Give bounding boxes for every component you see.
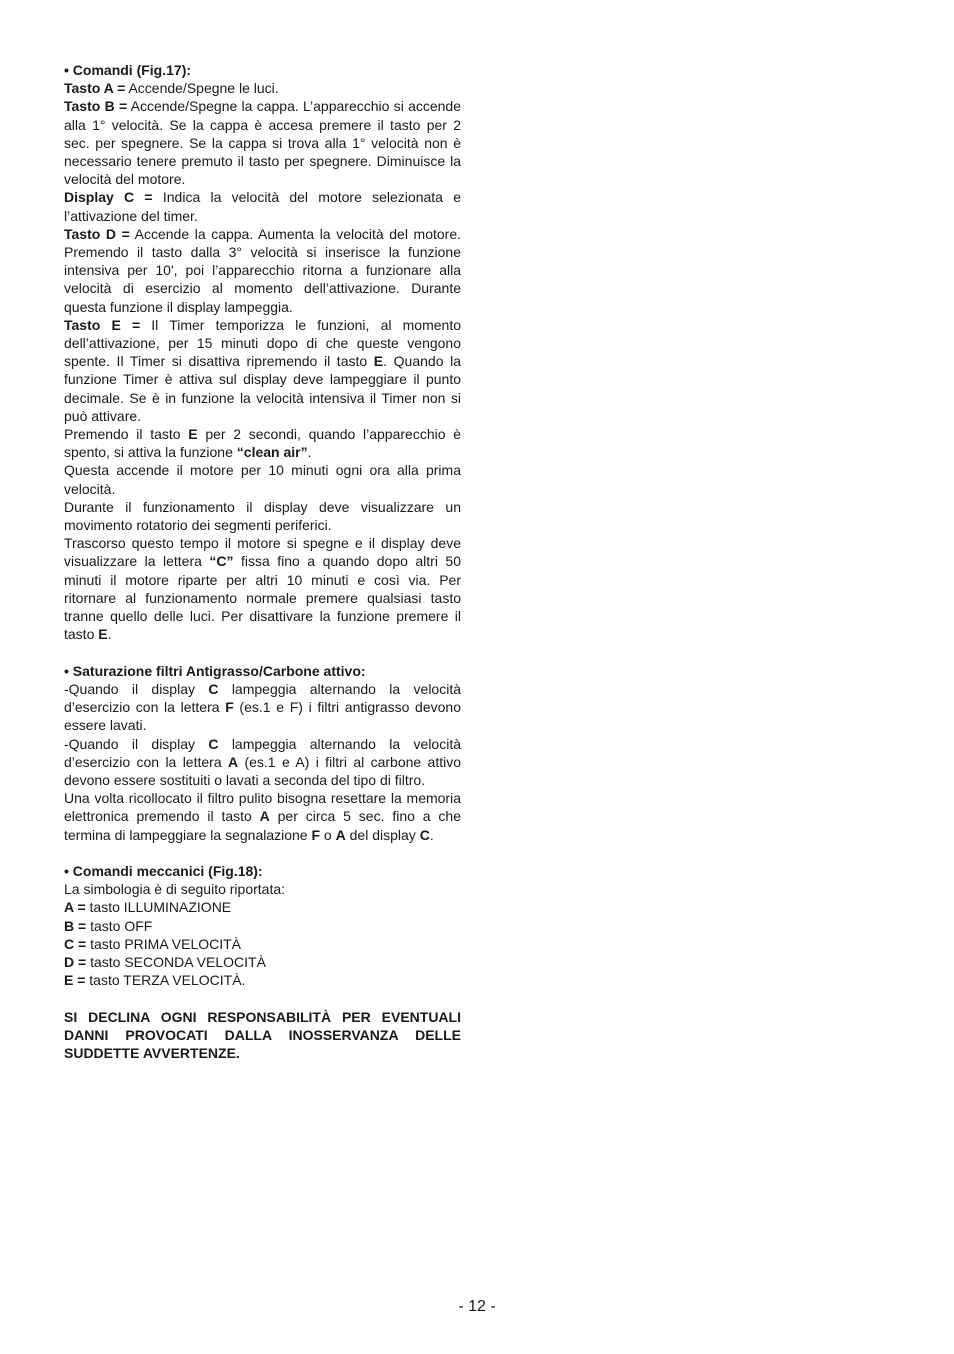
display-letter: C — [208, 735, 219, 752]
letter-f: F — [311, 826, 321, 843]
text-run: del display — [345, 826, 420, 843]
text-run: Una volta ricollocato il filtro pulito bisogna resettare la memoria elettronica premendo il tasto — [64, 790, 461, 825]
text-run: . — [429, 826, 434, 843]
spacer — [64, 989, 461, 1007]
key-e: E — [188, 426, 198, 443]
clean-air-motor-paragraph: Questa accende il motore per 10 minuti ogni ora alla prima velocità. — [64, 462, 461, 497]
display-letter: C — [419, 826, 430, 843]
text-run: o — [320, 826, 336, 843]
list-item — [64, 935, 461, 953]
text-run: fissa fino a quando dopo altri 50 minuti il motore riparte per altri 10 minuti e così via. Per ritornare al funzionamento normale premere qualsiasi tasto tranne quello delle luci. Per disattivare la funzione premere il tasto — [64, 553, 461, 643]
tasto-e-text-2: . Quando la funzione Timer è attiva sul display deve lampeggiare il punto decimale. Se è in funzione la velocità intensiva il Timer non si può attivare. — [64, 353, 461, 424]
text-run: . — [307, 444, 312, 461]
section-heading-meccanici: • Comandi meccanici (Fig.18): — [64, 862, 263, 879]
text-run: (es.1 e F) i filtri antigrasso devono essere lavati. — [64, 699, 461, 734]
tasto-d-text: Accende la cappa. Aumenta la velocità del motore. Premendo il tasto dalla 3° velocità si inserisce la funzione intensiva per 10', poi l’apparecchio ritorna a funzionare alla velocità di esercizio al momento dell’attivazione. Durante questa funzione il display lampeggia. — [64, 225, 462, 315]
tasto-b-paragraph — [64, 97, 461, 188]
list-item — [64, 953, 461, 971]
text-run: Trascorso questo tempo il motore si spegne e il display deve visualizzare la lettera — [64, 535, 461, 570]
letter-c: “C” — [209, 553, 234, 570]
tasto-a-label: Tasto A = — [64, 80, 126, 97]
item-label: E = — [64, 972, 86, 989]
letter-f: F — [225, 699, 234, 716]
letter-a: A — [335, 826, 346, 843]
display-c-label: Display C = — [64, 189, 153, 206]
item-label: C = — [64, 935, 87, 952]
item-label: D = — [64, 953, 87, 970]
key-a: A — [259, 808, 270, 825]
tasto-e-text: Il Timer temporizza le funzioni, al momento dell’attivazione, per 15 minuti dopo di che queste vengono spente. Il Timer si disattiva ripremendo il tasto — [64, 316, 462, 370]
item-text: tasto ILLUMINAZIONE — [85, 899, 232, 916]
tasto-b-label: Tasto B = — [64, 98, 128, 115]
tasto-a-line — [64, 79, 461, 97]
text-run: Premendo il tasto — [64, 426, 189, 443]
page-number: - 12 - — [458, 1298, 496, 1315]
tasto-e-label: Tasto E = — [64, 316, 141, 333]
display-c-paragraph — [64, 188, 461, 224]
item-label: B = — [64, 917, 87, 934]
text-run: -Quando il display — [64, 735, 209, 752]
text-run: per 2 secondi, quando l’apparecchio è spento, si attiva la funzione — [64, 426, 461, 461]
symbology-intro: La simbologia è di seguito riportata: — [64, 881, 286, 898]
text-run: . — [107, 626, 112, 643]
item-text: tasto PRIMA VELOCITÀ — [86, 935, 242, 952]
display-c-text: Indica la velocità del motore selezionata e l’attivazione del timer. — [64, 189, 461, 224]
item-text: tasto TERZA VELOCITÀ. — [85, 972, 246, 989]
tasto-d-label: Tasto D = — [64, 225, 130, 242]
display-letter: C — [208, 680, 219, 697]
text-column — [64, 61, 461, 1062]
tasto-b-text: Accende/Spegne la cappa. L’apparecchio si accende alla 1° velocità. Se la cappa è accesa premere il tasto per 2 sec. per spegnere. Se la cappa si trova alla 1° velocità non è necessario tenere premuto il tasto per spegnere. Diminuisce la velocità del motore. — [64, 98, 462, 188]
list-item — [64, 971, 461, 989]
spacer — [64, 644, 461, 662]
filter-carbon-paragraph — [64, 735, 461, 790]
item-label: A = — [64, 899, 86, 916]
text-run: -Quando il display — [64, 680, 209, 697]
text-run: lampeggia alternando la velocità d’esercizio con la lettera — [64, 680, 461, 716]
section-heading-saturazione: • Saturazione filtri Antigrasso/Carbone attivo: — [64, 662, 366, 679]
clean-air-function: “clean air” — [236, 444, 308, 461]
item-text: tasto SECONDA VELOCITÀ — [86, 953, 266, 970]
key-e: E — [98, 626, 108, 643]
filter-grease-paragraph — [64, 680, 461, 735]
list-item — [64, 898, 461, 916]
text-run: per circa 5 sec. fino a che termina di lampeggiare la segnalazione — [64, 808, 461, 843]
section-heading-comandi: • Comandi (Fig.17): — [64, 62, 192, 78]
tasto-a-text: Accende/Spegne le luci. — [125, 80, 279, 97]
text-run: lampeggia alternando la velocità d’esercizio con la lettera — [64, 735, 461, 770]
tasto-e-paragraph — [64, 316, 461, 425]
list-item — [64, 917, 461, 935]
item-text: tasto OFF — [86, 917, 153, 934]
clean-air-paragraph — [64, 425, 461, 461]
letter-a: A — [227, 753, 239, 770]
tasto-e-key: E — [373, 353, 384, 370]
filter-reset-paragraph — [64, 789, 461, 844]
tasto-d-paragraph — [64, 225, 461, 316]
text-run: (es.1 e A) i filtri al carbone attivo devono essere sostituiti o lavati a seconda del tipo di filtro. — [64, 753, 462, 788]
clean-air-cycle-paragraph — [64, 534, 461, 643]
clean-air-display-paragraph: Durante il funzionamento il display deve visualizzare un movimento rotatorio dei segmenti periferici. — [64, 498, 461, 534]
spacer — [64, 844, 461, 862]
disclaimer: SI DECLINA OGNI RESPONSABILITÀ PER EVENTUALI DANNI PROVOCATI DALLA INOSSERVANZA DELLE SUDDETTE AVVERTENZE. — [64, 1008, 461, 1061]
